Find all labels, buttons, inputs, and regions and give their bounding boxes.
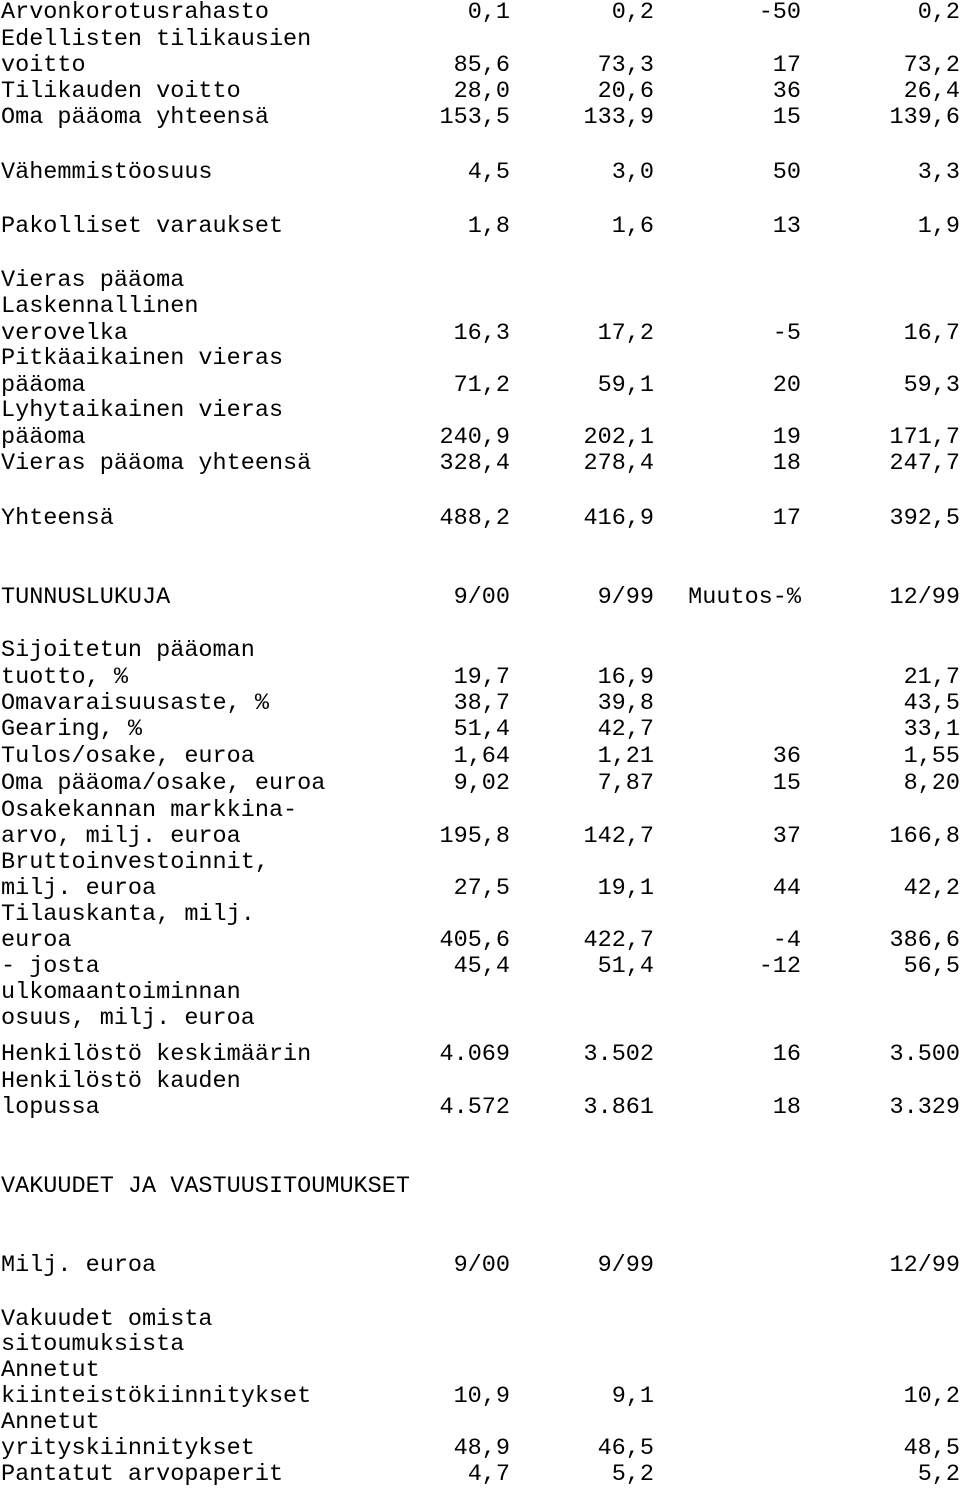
value-col-4: 386,6	[889, 927, 960, 954]
value-col-4: 12/99	[889, 584, 960, 611]
value-col-2: 1,21	[597, 743, 654, 770]
value-col-2: 278,4	[583, 450, 654, 477]
table-row	[0, 27, 960, 53]
value-col-3: -4	[772, 927, 801, 954]
value-col-1: 38,7	[453, 690, 510, 717]
row-label: osuus, milj. euroa	[1, 1005, 255, 1032]
table-row	[0, 0, 960, 26]
row-label: Arvonkorotusrahasto	[1, 0, 269, 26]
value-col-4: 5,2	[917, 1461, 960, 1488]
value-col-2: 0,2	[611, 0, 654, 26]
value-col-4: 1,55	[903, 743, 960, 770]
value-col-2: 3.502	[583, 1041, 654, 1068]
value-col-2: 51,4	[597, 953, 654, 980]
value-col-3: 36	[772, 743, 801, 770]
table-row	[0, 1095, 960, 1121]
value-col-1: 9,02	[453, 770, 510, 797]
row-label: TUNNUSLUKUJA	[1, 584, 171, 611]
value-col-1: 19,7	[453, 664, 510, 691]
value-col-2: 9/99	[597, 1252, 654, 1279]
value-col-3: 17	[772, 505, 801, 532]
row-label: Annetut	[1, 1409, 100, 1436]
value-col-4: 392,5	[889, 505, 960, 532]
value-col-1: 48,9	[453, 1435, 510, 1462]
value-col-1: 9/00	[453, 584, 510, 611]
row-label: euroa	[1, 927, 72, 954]
value-col-1: 1,8	[467, 213, 510, 240]
table-row	[0, 160, 960, 186]
value-col-3: 20	[772, 372, 801, 399]
row-label: Vieras pääoma yhteensä	[1, 450, 312, 477]
value-col-3: 50	[772, 159, 801, 186]
value-col-2: 202,1	[583, 424, 654, 451]
table-row	[0, 691, 960, 717]
row-label: sitoumuksista	[1, 1331, 185, 1358]
table-row	[0, 1042, 960, 1068]
table-row	[0, 717, 960, 743]
row-label: Bruttoinvestoinnit,	[1, 849, 269, 876]
value-col-1: 4.572	[439, 1094, 510, 1121]
table-row	[0, 1358, 960, 1384]
value-col-1: 4,7	[467, 1461, 510, 1488]
row-label: Osakekannan markkina-	[1, 797, 298, 824]
value-col-1: 153,5	[439, 104, 510, 131]
value-col-1: 85,6	[453, 52, 510, 79]
value-col-4: 3.329	[889, 1094, 960, 1121]
value-col-2: 42,7	[597, 716, 654, 743]
value-col-4: 42,2	[903, 875, 960, 902]
value-col-1: 51,4	[453, 716, 510, 743]
value-col-1: 488,2	[439, 505, 510, 532]
table-row	[0, 585, 960, 611]
value-col-4: 1,9	[917, 213, 960, 240]
table-row	[0, 798, 960, 824]
value-col-2: 17,2	[597, 320, 654, 347]
value-col-3: Muutos-%	[688, 584, 801, 611]
value-col-2: 133,9	[583, 104, 654, 131]
row-label: Yhteensä	[1, 505, 114, 532]
table-row	[0, 268, 960, 294]
value-col-3: 19	[772, 424, 801, 451]
row-label: Annetut	[1, 1357, 100, 1384]
value-col-4: 171,7	[889, 424, 960, 451]
table-row	[0, 1462, 960, 1488]
row-label: Vieras pääoma	[1, 267, 185, 294]
table-row	[0, 1174, 960, 1200]
table-row	[0, 1410, 960, 1436]
row-label: pääoma	[1, 372, 86, 399]
value-col-2: 73,3	[597, 52, 654, 79]
row-label: Omavaraisuusaste, %	[1, 690, 269, 717]
row-label: Oma pääoma/osake, euroa	[1, 770, 326, 797]
table-row	[0, 1332, 960, 1358]
table-row	[0, 346, 960, 372]
row-label: Edellisten tilikausien	[1, 26, 312, 53]
table-row	[0, 980, 960, 1006]
row-label: Pakolliset varaukset	[1, 213, 284, 240]
value-col-2: 16,9	[597, 664, 654, 691]
table-row	[0, 824, 960, 850]
row-label: verovelka	[1, 320, 128, 347]
table-row	[0, 1436, 960, 1462]
value-col-1: 27,5	[453, 875, 510, 902]
row-label: Milj. euroa	[1, 1252, 157, 1279]
table-row	[0, 214, 960, 240]
value-col-3: 37	[772, 823, 801, 850]
value-col-2: 3,0	[611, 159, 654, 186]
value-col-3: -12	[758, 953, 801, 980]
table-row	[0, 1069, 960, 1095]
value-col-2: 7,87	[597, 770, 654, 797]
table-row	[0, 744, 960, 770]
row-label: milj. euroa	[1, 875, 157, 902]
row-label: voitto	[1, 52, 86, 79]
value-col-1: 28,0	[453, 78, 510, 105]
value-col-1: 4,5	[467, 159, 510, 186]
value-col-4: 21,7	[903, 664, 960, 691]
value-col-1: 71,2	[453, 372, 510, 399]
value-col-2: 39,8	[597, 690, 654, 717]
value-col-3: 13	[772, 213, 801, 240]
value-col-2: 19,1	[597, 875, 654, 902]
value-col-2: 9,1	[611, 1383, 654, 1410]
value-col-3: -5	[772, 320, 801, 347]
value-col-3: 18	[772, 450, 801, 477]
value-col-1: 240,9	[439, 424, 510, 451]
value-col-2: 416,9	[583, 505, 654, 532]
row-label: Oma pääoma yhteensä	[1, 104, 269, 131]
row-label: yrityskiinnitykset	[1, 1435, 255, 1462]
table-row	[0, 876, 960, 902]
table-row	[0, 506, 960, 532]
row-label: Lyhytaikainen vieras	[1, 397, 284, 424]
row-label: Pantatut arvopaperit	[1, 1461, 284, 1488]
value-col-4: 0,2	[917, 0, 960, 26]
value-col-4: 139,6	[889, 104, 960, 131]
value-col-4: 16,7	[903, 320, 960, 347]
value-col-4: 12/99	[889, 1252, 960, 1279]
value-col-3: 15	[772, 770, 801, 797]
value-col-1: 10,9	[453, 1383, 510, 1410]
table-row	[0, 954, 960, 980]
value-col-1: 0,1	[467, 0, 510, 26]
row-label: Tilauskanta, milj.	[1, 901, 255, 928]
value-col-1: 4.069	[439, 1041, 510, 1068]
row-label: Henkilöstö kauden	[1, 1068, 241, 1095]
value-col-2: 1,6	[611, 213, 654, 240]
value-col-1: 328,4	[439, 450, 510, 477]
value-col-3: 44	[772, 875, 801, 902]
row-label: Sijoitetun pääoman	[1, 637, 255, 664]
row-label: Pitkäaikainen vieras	[1, 345, 284, 372]
table-row	[0, 902, 960, 928]
table-row	[0, 451, 960, 477]
row-label: - josta	[1, 953, 100, 980]
value-col-2: 142,7	[583, 823, 654, 850]
value-col-4: 10,2	[903, 1383, 960, 1410]
value-col-2: 3.861	[583, 1094, 654, 1121]
value-col-4: 73,2	[903, 52, 960, 79]
row-label: Tilikauden voitto	[1, 78, 241, 105]
table-row	[0, 1307, 960, 1333]
value-col-2: 9/99	[597, 584, 654, 611]
row-label: arvo, milj. euroa	[1, 823, 241, 850]
table-row	[0, 665, 960, 691]
table-row	[0, 1384, 960, 1410]
value-col-2: 59,1	[597, 372, 654, 399]
value-col-1: 1,64	[453, 743, 510, 770]
value-col-4: 8,20	[903, 770, 960, 797]
value-col-4: 48,5	[903, 1435, 960, 1462]
table-row	[0, 850, 960, 876]
value-col-4: 33,1	[903, 716, 960, 743]
row-label: Tulos/osake, euroa	[1, 743, 255, 770]
value-col-1: 9/00	[453, 1252, 510, 1279]
value-col-4: 59,3	[903, 372, 960, 399]
row-label: VAKUUDET JA VASTUUSITOUMUKSET	[1, 1173, 410, 1200]
value-col-2: 422,7	[583, 927, 654, 954]
value-col-1: 195,8	[439, 823, 510, 850]
table-row	[0, 771, 960, 797]
value-col-4: 3.500	[889, 1041, 960, 1068]
value-col-1: 45,4	[453, 953, 510, 980]
row-label: Gearing, %	[1, 716, 143, 743]
value-col-1: 405,6	[439, 927, 510, 954]
value-col-2: 20,6	[597, 78, 654, 105]
row-label: Henkilöstö keskimäärin	[1, 1041, 312, 1068]
value-col-3: 16	[772, 1041, 801, 1068]
value-col-2: 5,2	[611, 1461, 654, 1488]
value-col-4: 43,5	[903, 690, 960, 717]
value-col-3: 17	[772, 52, 801, 79]
value-col-3: -50	[758, 0, 801, 26]
value-col-4: 166,8	[889, 823, 960, 850]
table-row	[0, 53, 960, 79]
row-label: Vakuudet omista	[1, 1306, 213, 1333]
table-row	[0, 294, 960, 320]
table-row	[0, 321, 960, 347]
table-row	[0, 1006, 960, 1032]
table-row	[0, 373, 960, 399]
table-row	[0, 1253, 960, 1279]
value-col-4: 26,4	[903, 78, 960, 105]
value-col-3: 15	[772, 104, 801, 131]
row-label: lopussa	[1, 1094, 100, 1121]
value-col-3: 18	[772, 1094, 801, 1121]
table-row	[0, 425, 960, 451]
row-label: tuotto, %	[1, 664, 128, 691]
table-row	[0, 398, 960, 424]
value-col-4: 247,7	[889, 450, 960, 477]
row-label: Laskennallinen	[1, 293, 199, 320]
table-row	[0, 79, 960, 105]
row-label: kiinteistökiinnitykset	[1, 1383, 312, 1410]
value-col-4: 56,5	[903, 953, 960, 980]
row-label: pääoma	[1, 424, 86, 451]
value-col-3: 36	[772, 78, 801, 105]
value-col-2: 46,5	[597, 1435, 654, 1462]
table-row	[0, 928, 960, 954]
value-col-1: 16,3	[453, 320, 510, 347]
row-label: ulkomaantoiminnan	[1, 979, 241, 1006]
row-label: Vähemmistöosuus	[1, 159, 213, 186]
value-col-4: 3,3	[917, 159, 960, 186]
table-row	[0, 638, 960, 664]
table-row	[0, 105, 960, 131]
